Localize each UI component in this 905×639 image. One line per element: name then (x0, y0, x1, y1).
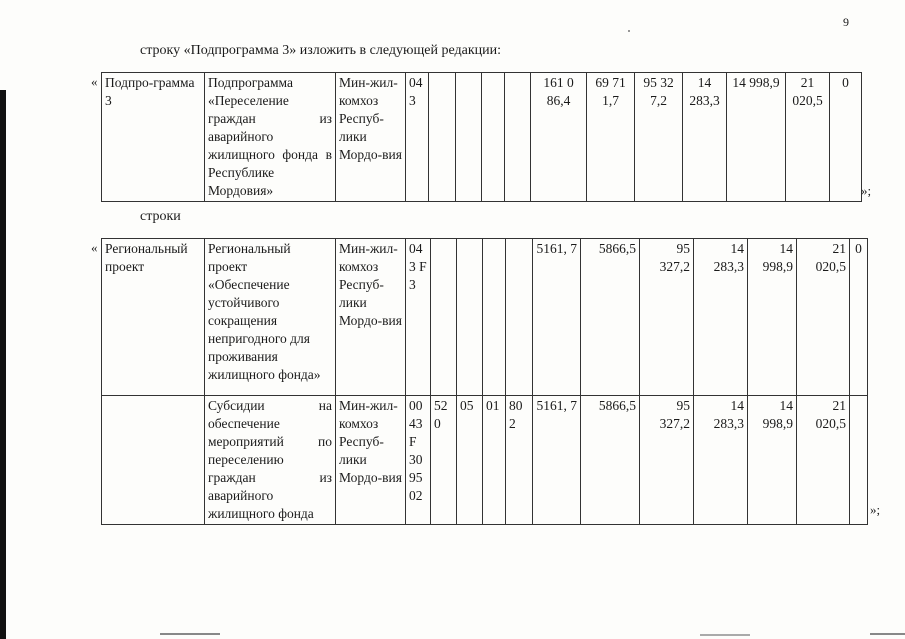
page-number: 9 (843, 15, 849, 29)
scan-binder-edge (0, 90, 6, 639)
table-row (102, 73, 862, 202)
cell-name (102, 396, 205, 525)
cell-c5: 52 0 (431, 396, 457, 525)
cell-value-3: 95 327,2 (640, 239, 694, 396)
cell-c6: 05 (457, 396, 483, 525)
cell-c7 (482, 73, 505, 202)
cell-value-6: 21 020,5 (797, 396, 850, 525)
cell-name: Региональный проект (102, 239, 205, 396)
cell-agency: Мин-жил-комхоз Респуб-лики Мордо-вия (336, 239, 406, 396)
cell-value-1: 5161, 7 (533, 396, 581, 525)
cell-value-5: 14 998,9 (748, 396, 797, 525)
cell-value-1: 5161, 7 (533, 239, 581, 396)
opening-quote-2: « (91, 240, 98, 255)
cell-value-6: 21 020,5 (786, 73, 830, 202)
cell-value-5: 14 998,9 (727, 73, 786, 202)
cell-title: Региональный проект «Обеспечение устойчивого сокращения непригодного для проживания жилищного фонда» (205, 239, 336, 396)
cell-value-3: 95 327,2 (640, 396, 694, 525)
cell-title: Субсидии на обеспечение мероприятий по переселению граждан из аварийного жилищного фонда (205, 396, 336, 525)
cell-code: 00 43 F 30 95 02 (406, 396, 431, 525)
table-row (102, 239, 868, 396)
cell-value-3: 95 32 7,2 (635, 73, 683, 202)
cell-c8: 80 2 (506, 396, 533, 525)
scan-smudge (160, 633, 220, 635)
closing-quote-2: »; (870, 502, 881, 517)
cell-value-7 (850, 396, 868, 525)
cell-c8 (506, 239, 533, 396)
cell-value-2: 5866,5 (581, 239, 640, 396)
table-subprogram-3 (101, 72, 862, 202)
table-regional-project (101, 238, 868, 525)
cell-c6 (457, 239, 483, 396)
cell-value-7: 0 (830, 73, 862, 202)
opening-quote-1: « (91, 74, 98, 89)
cell-code: 04 3 F 3 (406, 239, 431, 396)
intro-paragraph: строку «Подпрограмма 3» изложить в следующей редакции: (140, 43, 501, 58)
cell-c7 (483, 239, 506, 396)
cell-value-4: 14 283,3 (694, 396, 748, 525)
cell-title: Подпрограмма «Переселение граждан из аварийного жилищного фонда в Республике Мордовия» (205, 73, 336, 202)
cell-value-4: 14 283,3 (694, 239, 748, 396)
cell-value-6: 21 020,5 (797, 239, 850, 396)
cell-value-2: 5866,5 (581, 396, 640, 525)
cell-c5 (431, 239, 457, 396)
cell-value-2: 69 71 1,7 (587, 73, 635, 202)
cell-value-5: 14 998,9 (748, 239, 797, 396)
cell-c7: 01 (483, 396, 506, 525)
scan-speck (628, 30, 630, 32)
closing-quote-1: »; (861, 183, 872, 198)
scan-smudge (700, 634, 750, 636)
cell-code: 04 3 (406, 73, 429, 202)
cell-value-1: 161 0 86,4 (531, 73, 587, 202)
cell-agency: Мин-жил-комхоз Респуб-лики Мордо-вия (336, 396, 406, 525)
cell-name: Подпро-грамма 3 (102, 73, 205, 202)
cell-c6 (456, 73, 482, 202)
middle-paragraph: строки (140, 209, 181, 224)
cell-c8 (505, 73, 531, 202)
cell-value-4: 14 283,3 (683, 73, 727, 202)
cell-c5 (429, 73, 456, 202)
scan-smudge (870, 633, 905, 635)
cell-agency: Мин-жил-комхоз Респуб-лики Мордо-вия (336, 73, 406, 202)
table-row (102, 396, 868, 525)
cell-value-7: 0 (850, 239, 868, 396)
